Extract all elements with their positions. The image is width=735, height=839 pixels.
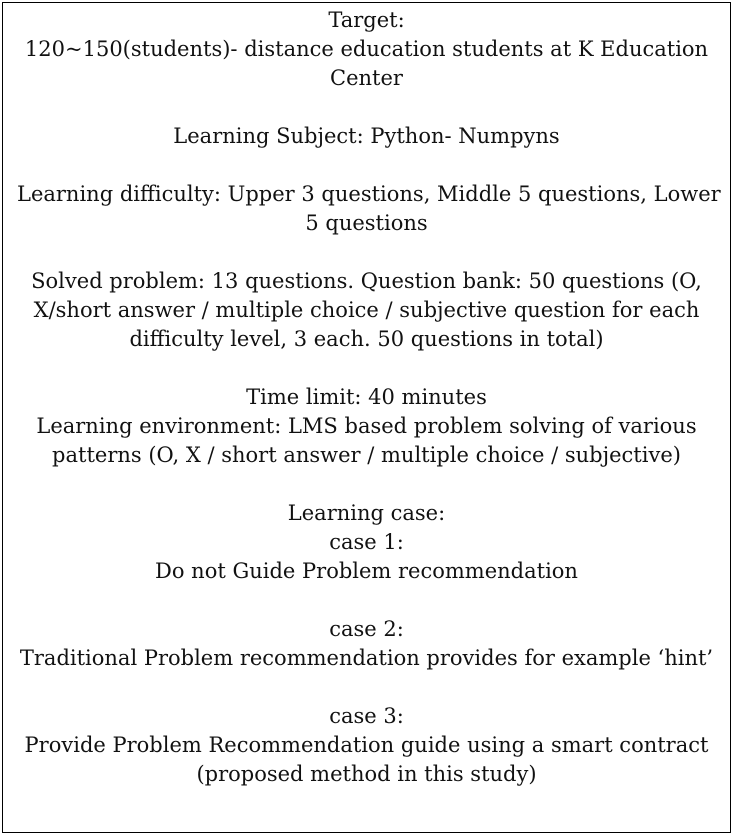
case-1-text: Do not Guide Problem recommendation xyxy=(155,559,578,583)
spacer xyxy=(17,238,716,267)
solved-line-2: X/short answer / multiple choice / subjective question for each xyxy=(33,298,700,322)
case-3-line-2: (proposed method in this study) xyxy=(196,762,537,786)
time-limit: Time limit: 40 minutes xyxy=(246,385,487,409)
case-1-label: case 1: xyxy=(329,530,404,554)
solved-line-1: Solved problem: 13 questions. Question bank: 50 questions (O, xyxy=(31,269,702,293)
spacer xyxy=(17,673,716,702)
solved-line-3: difficulty level, 3 each. 50 questions in total) xyxy=(129,327,604,351)
difficulty-line-1: Learning difficulty: Upper 3 questions, Middle 5 questions, Lower xyxy=(17,182,721,206)
target-line-1: 120~150(students)- distance education students at K Education xyxy=(24,37,709,61)
document-content xyxy=(3,6,730,789)
environment-line-2: patterns (O, X / short answer / multiple choice / subjective) xyxy=(52,443,681,467)
case-3-line-1: Provide Problem Recommendation guide using a smart contract xyxy=(24,733,709,757)
difficulty-line-2: 5 questions xyxy=(305,211,428,235)
spacer xyxy=(17,586,716,615)
environment-line-1: Learning environment: LMS based problem solving of various xyxy=(36,414,697,438)
learning-case-label: Learning case: xyxy=(287,501,446,525)
spacer xyxy=(17,470,716,499)
target-label: Target: xyxy=(328,8,405,32)
document-box xyxy=(2,2,731,833)
spacer xyxy=(17,354,716,383)
case-2-text: Traditional Problem recommendation provides for example ‘hint’ xyxy=(19,646,714,670)
target-line-2: Center xyxy=(330,66,403,90)
spacer xyxy=(17,151,716,180)
spacer xyxy=(17,93,716,122)
learning-subject: Learning Subject: Python- Numpyns xyxy=(173,124,560,148)
case-3-label: case 3: xyxy=(329,704,404,728)
case-2-label: case 2: xyxy=(329,617,404,641)
